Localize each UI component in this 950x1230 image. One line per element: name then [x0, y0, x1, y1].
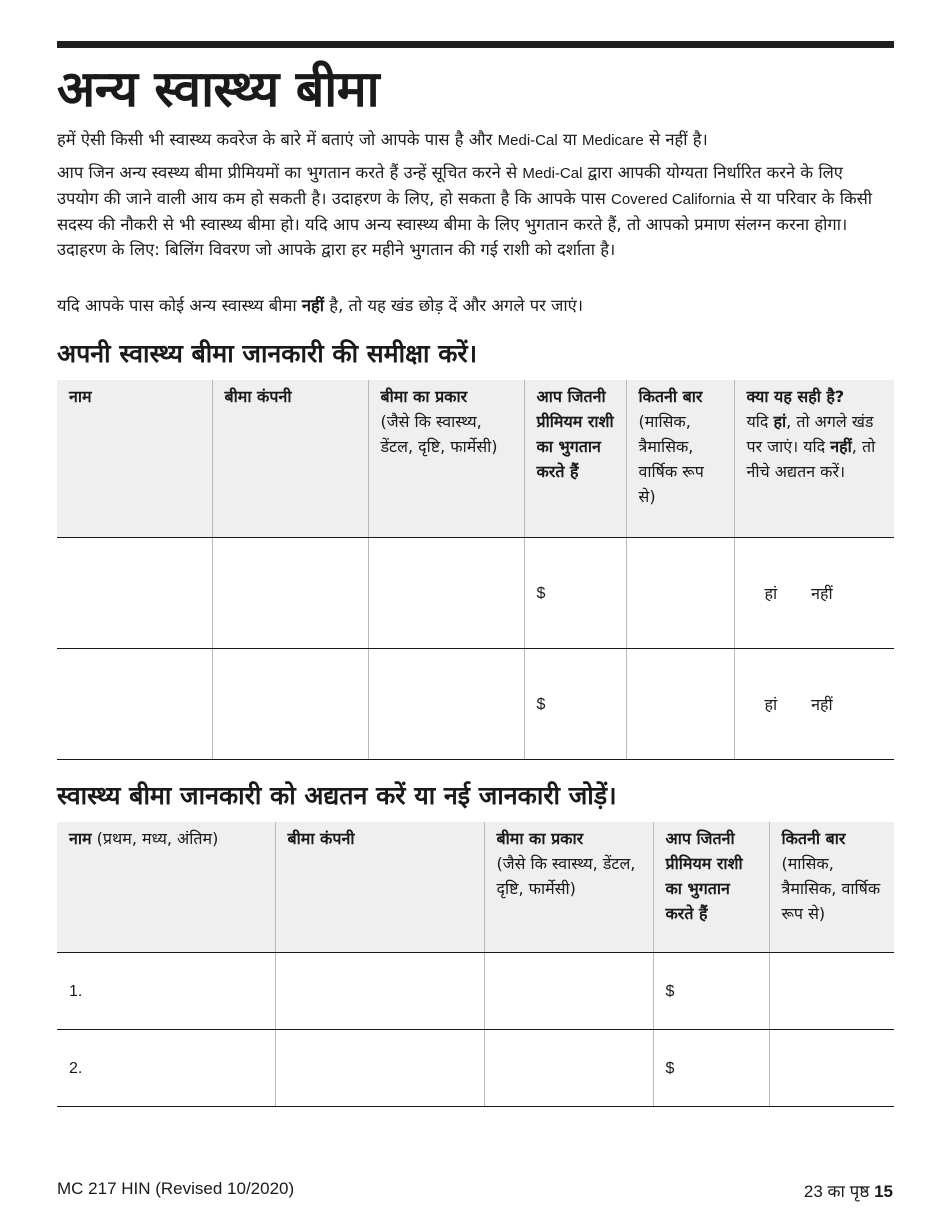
- review-heading: अपनी स्वास्थ्य बीमा जानकारी की समीक्षा करें।: [57, 339, 478, 368]
- top-rule: [57, 41, 894, 48]
- col-company: बीमा कंपनी: [275, 822, 484, 952]
- frequency-field[interactable]: [626, 537, 734, 648]
- no-option[interactable]: नहीं: [811, 694, 833, 714]
- table-row: [57, 1029, 894, 1106]
- no-option[interactable]: नहीं: [811, 583, 833, 603]
- form-id: MC 217 HIN (Revised 10/2020): [57, 1179, 295, 1198]
- premium-field[interactable]: $: [524, 537, 626, 648]
- intro-paragraph-2: आप जिन अन्य स्वस्थ्य बीमा प्रीमियमों का भुगतान करते हैं उन्हें सूचित करने से Medi-Cal द्वारा आपकी योग्यता निर्धारित करने के लिए उपयोग की जाने वाली आय कम हो सकती है। उदाहरण के लिए, हो सकता है कि आपके पास Covered California से या परिवार के किसी सदस्य की नौकरी से भी स्वास्थ्य बीमा हो। यदि आप अन्य स्वास्थ्य बीमा के लिए भुगतान करते हैं, तो आपको प्रमाण संलग्न करना होगा। उदाहरण के लिए: बिलिंग विवरण जो आपके द्वारा हर महीने भुगतान की गई राशी को दर्शाता है।: [57, 163, 873, 259]
- col-premium: आप जितनी प्रीमियम राशी का भुगतान करते हैं: [524, 380, 626, 537]
- company-field[interactable]: [212, 537, 368, 648]
- col-type: बीमा का प्रकार (जैसे कि स्वास्थ्य, डेंटल, दृष्टि, फार्मेसी): [484, 822, 653, 952]
- name-field[interactable]: 1.: [57, 952, 275, 1029]
- col-type: बीमा का प्रकार (जैसे कि स्वास्थ्य, डेंटल, दृष्टि, फार्मेसी): [368, 380, 524, 537]
- page-number: 23 का पृष्ठ 15: [803, 1182, 893, 1201]
- intro-paragraph-3: यदि आपके पास कोई अन्य स्वास्थ्य बीमा नहीं है, तो यह खंड छोड़ दें और अगले पर जाएं।: [57, 296, 584, 315]
- intro-paragraph-1: हमें ऐसी किसी भी स्वास्थ्य कवरेज के बारे में बताएं जो आपके पास है और Medi-Cal या Medicare से नहीं है।: [57, 130, 708, 149]
- yes-option[interactable]: हां: [764, 583, 778, 603]
- frequency-field[interactable]: [626, 648, 734, 759]
- correct-choice: [734, 537, 894, 648]
- col-name: नाम: [57, 380, 212, 537]
- name-field[interactable]: [57, 537, 212, 648]
- name-field[interactable]: 2.: [57, 1029, 275, 1106]
- col-correct: क्या यह सही है? यदि हां, तो अगले खंड पर जाएं। यदि नहीं, तो नीचे अद्यतन करें।: [734, 380, 894, 537]
- table-row: [57, 648, 894, 759]
- premium-field[interactable]: $: [653, 1029, 769, 1106]
- col-frequency: कितनी बार (मासिक, त्रैमासिक, वार्षिक रूप से): [769, 822, 894, 952]
- update-table: [57, 822, 894, 1107]
- page-title: अन्य स्वास्थ्य बीमा: [57, 60, 380, 118]
- company-field[interactable]: [275, 1029, 484, 1106]
- col-company: बीमा कंपनी: [212, 380, 368, 537]
- review-header-row: [57, 380, 894, 537]
- table-row: [57, 537, 894, 648]
- review-table: [57, 380, 894, 760]
- type-field[interactable]: [368, 648, 524, 759]
- type-field[interactable]: [368, 537, 524, 648]
- premium-field[interactable]: $: [653, 952, 769, 1029]
- company-field[interactable]: [212, 648, 368, 759]
- col-frequency: कितनी बार (मासिक, त्रैमासिक, वार्षिक रूप से): [626, 380, 734, 537]
- correct-choice: [734, 648, 894, 759]
- name-field[interactable]: [57, 648, 212, 759]
- yes-option[interactable]: हां: [764, 694, 778, 714]
- premium-field[interactable]: $: [524, 648, 626, 759]
- update-heading: स्वास्थ्य बीमा जानकारी को अद्यतन करें या नई जानकारी जोड़ें।: [57, 781, 617, 810]
- update-header-row: [57, 822, 894, 952]
- type-field[interactable]: [484, 1029, 653, 1106]
- frequency-field[interactable]: [769, 952, 894, 1029]
- frequency-field[interactable]: [769, 1029, 894, 1106]
- table-row: [57, 952, 894, 1029]
- company-field[interactable]: [275, 952, 484, 1029]
- col-premium: आप जितनी प्रीमियम राशी का भुगतान करते हैं: [653, 822, 769, 952]
- type-field[interactable]: [484, 952, 653, 1029]
- col-name: नाम (प्रथम, मध्य, अंतिम): [57, 822, 275, 952]
